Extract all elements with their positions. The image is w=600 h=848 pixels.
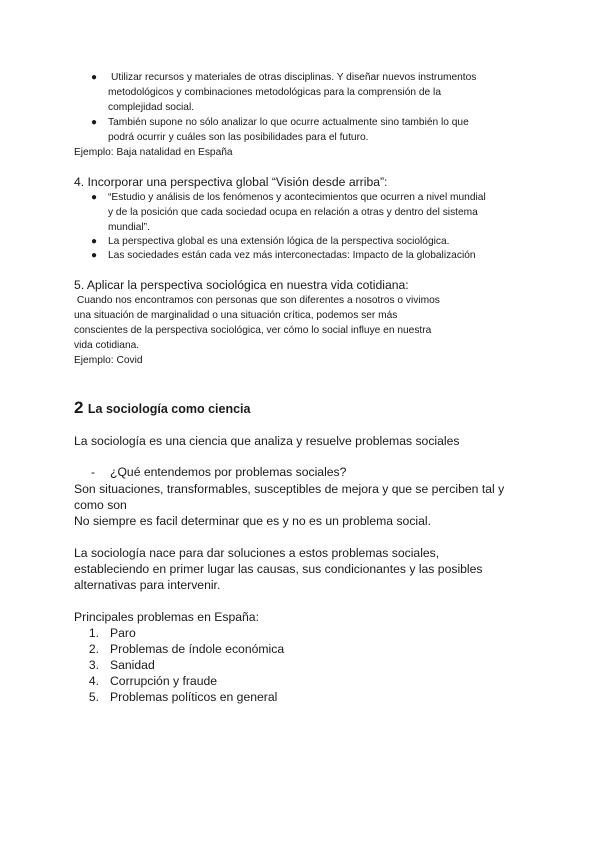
paragraph-line: vida cotidiana. [74, 340, 140, 351]
section-5-heading: 5. Aplicar la perspectiva sociológica en nuestra vida cotidiana: [74, 278, 409, 292]
section-4-heading: 4. Incorporar una perspectiva global “Visión desde arriba”: [74, 175, 388, 189]
bullet-line: Las sociedades están cada vez más interconectadas: Impacto de la globalización [108, 250, 476, 261]
bullet-line: “Estudio y análisis de los fenómenos y acontecimientos que ocurren a nivel mundial [108, 192, 486, 203]
question-text: ¿Qué entendemos por problemas sociales? [110, 465, 347, 479]
section-title: La sociología como ciencia [87, 402, 251, 416]
answer-line: No siempre es facil determinar que es y no es un problema social. [74, 514, 431, 528]
bullet-line: metodológicos y combinaciones metodológicas para la comprensión de la [108, 87, 441, 98]
dash-marker: - [91, 465, 95, 479]
list-number: 3. [88, 658, 99, 672]
bullet-line: complejidad social. [108, 102, 195, 113]
bullet-line: y de la posición que cada sociedad ocupa en relación a otras y dentro del sistema [108, 207, 478, 218]
list-number: 4. [88, 674, 99, 688]
list-number: 1. [88, 626, 99, 640]
bullet-dot: ● [91, 192, 98, 203]
list-item: Problemas de índole económica [110, 642, 285, 656]
paragraph-line: conscientes de la perspectiva sociológica, ver cómo lo social influye en nuestra [74, 325, 432, 336]
section-number: 2 [74, 398, 84, 417]
bullet-line: También supone no sólo analizar lo que ocurre actualmente sino también lo que [108, 117, 469, 128]
bullet-line: La perspectiva global es una extensión lógica de la perspectiva sociológica. [108, 236, 450, 247]
bullet-line: mundial”. [108, 222, 150, 233]
example-text: Ejemplo: Covid [74, 355, 143, 366]
paragraph-line: una situación de marginalidad o una situación crítica, podemos ser más [74, 310, 398, 321]
answer-line: Son situaciones, transformables, susceptibles de mejora y que se perciben tal y [74, 482, 505, 496]
list-number: 5. [88, 690, 99, 704]
example-text: Ejemplo: Baja natalidad en España [74, 147, 233, 158]
list-title: Principales problemas en España: [74, 610, 259, 624]
bullet-line: podrá ocurrir y cuáles son las posibilidades para el futuro. [108, 132, 369, 143]
paragraph-line: Cuando nos encontramos con personas que son diferentes a nosotros o vivimos [74, 295, 440, 306]
list-item: Paro [110, 626, 136, 640]
bullet-dot: ● [91, 72, 98, 83]
answer-line: como son [74, 498, 127, 512]
paragraph-line: estableciendo en primer lugar las causas, sus condicionantes y las posibles [74, 562, 483, 576]
bullet-line: Utilizar recursos y materiales de otras disciplinas. Y diseñar nuevos instrumentos [111, 72, 477, 83]
bullet-dot: ● [91, 117, 98, 128]
section-2-heading [74, 399, 250, 417]
list-number: 2. [88, 642, 99, 656]
list-item: Sanidad [110, 658, 155, 672]
bullet-dot: ● [91, 250, 98, 261]
paragraph-line: La sociología nace para dar soluciones a estos problemas sociales, [74, 546, 440, 560]
list-item: Corrupción y fraude [110, 674, 218, 688]
list-item: Problemas políticos en general [110, 690, 278, 704]
intro-text: La sociología es una ciencia que analiza y resuelve problemas sociales [74, 434, 460, 448]
paragraph-line: alternativas para intervenir. [74, 578, 221, 592]
bullet-dot: ● [91, 236, 98, 247]
